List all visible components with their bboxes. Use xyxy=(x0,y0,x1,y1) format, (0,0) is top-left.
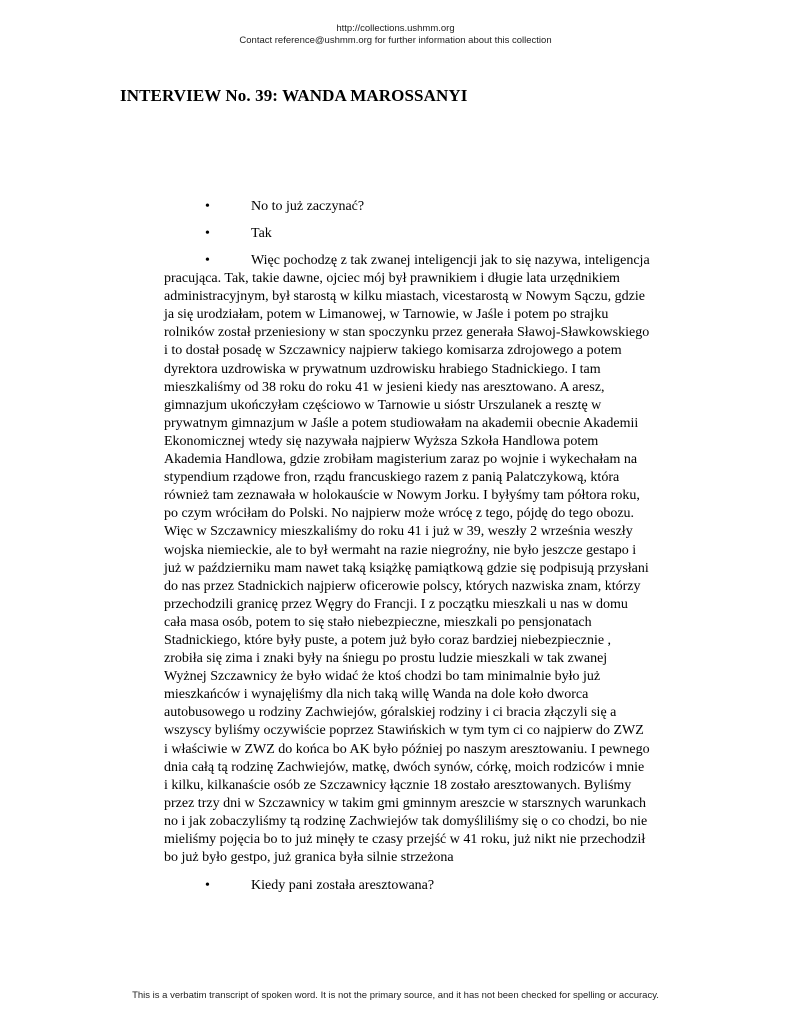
paragraph-line: i to dostał posadę w Szczawnicy najpierw takiego komisarza zdrojowego a potem xyxy=(164,343,622,359)
paragraph-line: ja się urodziałam, potem w Limanowej, w Tarnowie, w Jaśle i potem po strajku xyxy=(164,307,609,323)
paragraph-line: zrobiła się zima i znaki były na śniegu po prostu ludzie mieszkali w tak zwanej xyxy=(164,651,608,667)
paragraph-line xyxy=(164,252,684,270)
paragraph-line: Akademia Handlowa, gdzie zrobiłam magisterium zaraz po wojnie i wykechałam na xyxy=(164,452,638,468)
paragraph-line: dyrektora uzdrowiska w prywatnum uzdrowisku hrabiego Stadnickiego. I tam xyxy=(164,361,601,377)
question-2-text: Kiedy pani została aresztowana? xyxy=(251,878,435,893)
paragraph-line: mieszkaliśmy od 38 roku do roku 41 w jesieni kiedy nas aresztowano. A aresz, xyxy=(164,379,605,395)
paragraph-line: pracująca. Tak, takie dawne, ojciec mój był prawnikiem i długie lata urzędnikiem xyxy=(164,271,620,287)
bullet-icon: • xyxy=(205,253,210,268)
paragraph-line: przechodzili granicę przez Węgry do Francji. I z początku mieszkali u nas w domu xyxy=(164,596,628,612)
paragraph-line: również tam zeznawała w holokauście w Nowym Jorku. I byłyśmy tam półtora roku, xyxy=(164,488,640,504)
paragraph-line: po czym wróciłam do Polski. No najpierw może wrócę z tego, pójdę do tego obozu. xyxy=(164,506,635,522)
paragraph-line: administracyjnym, był starostą w kilku miastach, vicestarostą w Nowym Sączu, gdzie xyxy=(164,289,645,305)
footer-disclaimer: This is a verbatim transcript of spoken word. It is not the primary source, and it has not been checked for spelling or accuracy. xyxy=(132,990,659,1001)
paragraph-line-text: Więc pochodzę z tak zwanej inteligencji jak to się nazywa, inteligencja xyxy=(251,253,650,268)
paragraph-line: i właściwie w ZWZ do końca bo AK było później po naszym aresztowaniu. I pewnego xyxy=(164,741,650,757)
bullet-icon: • xyxy=(205,199,210,214)
question-1-text: No to już zaczynać? xyxy=(251,199,365,214)
paragraph-line: bo już było gestpo, już granica była silnie strzeżona xyxy=(164,850,454,866)
paragraph-line: rolników został przeniesiony w stan spoczynku przez generała Sławoj-Sławkowskiego xyxy=(164,325,650,341)
header-contact: Contact reference@ushmm.org for further information about this collection xyxy=(239,35,552,46)
paragraph-line: cała masa osób, potem to się stało niebezpieczne, mieszkali po pensjonatach xyxy=(164,614,592,630)
paragraph-line: autobusowego u rodziny Zachwiejów, góralskiej rodziny i ci bracia złączyli się a xyxy=(164,705,617,721)
paragraph-line: mieliśmy pojęcia bo to już minęły te czasy przejść w 41 roku, już nikt nie przechodził xyxy=(164,832,646,847)
paragraph-line: do nas przez Stadnickich najpierw oficerowie polscy, których nazwiska znam, którzy xyxy=(164,578,641,594)
paragraph-line: prywatnym gimnazjum w Jaśle a potem studiowałam na akademii obecnie Akademii xyxy=(164,415,639,431)
page-title: INTERVIEW No. 39: WANDA MAROSSANYI xyxy=(120,86,468,105)
paragraph-line: wszyscy byliśmy oczywiście poprzez Stawińskich w tym tym ci co najpierw do ZWZ xyxy=(164,723,644,739)
paragraph-line: stypendium rządowe fron, rządu francuskiego razem z panią Palatczykową, która xyxy=(164,470,620,486)
paragraph-line: gimnazjum ukończyłam częściowo w Tarnowie u sióstr Urszulanek a resztę w xyxy=(164,397,602,413)
paragraph-line: Wyżnej Szczawnicy że było widać że ktoś chodzi bo tam minimalnie było już xyxy=(164,669,601,685)
bullet-icon: • xyxy=(205,878,210,893)
paragraph-line: Stadnickiego, które były puste, a potem już było coraz bardziej niebezpiecznie , xyxy=(164,632,612,648)
bullet-icon: • xyxy=(205,226,210,241)
paragraph-line: i kilku, kilkanaście osób ze Szczawnicy łącznie 18 zostało aresztowanych. Byliśmy xyxy=(164,777,632,793)
paragraph-line: dnia całą tą rodzinę Zachwiejów, matkę, dwóch synów, córkę, moich rodziców i mnie xyxy=(164,759,645,775)
paragraph-line: przez trzy dni w Szczawnicy w takim gmi gminnym areszcie w starsznych warunkach xyxy=(164,795,647,811)
paragraph-line: no i jak zobaczyliśmy tą rodzinę Zachwiejów tak domyśliliśmy się o co chodzi, bo nie xyxy=(164,813,648,829)
answer-2-paragraph xyxy=(164,252,684,867)
paragraph-line: wojska niemieckie, ale to był wermaht na razie niegroźny, nie było jeszcze gestapo i xyxy=(164,542,637,558)
paragraph-line: Więc w Szczawnicy mieszkaliśmy do roku 41 i już w 39, weszły 2 września weszły xyxy=(164,524,633,540)
paragraph-line: Ekonomicznej wtedy się nazywała najpierw Wyższa Szkoła Handlowa potem xyxy=(164,433,599,449)
answer-1-text: Tak xyxy=(251,226,272,241)
paragraph-line: już w październiku mam nawet taką książkę pamiątkową gdzie się podpisują przysłani xyxy=(164,560,649,576)
header-url: http://collections.ushmm.org xyxy=(336,23,455,34)
paragraph-line: mieszkańców i wynajęliśmy dla nich taką willę Wanda na dole koło dworca xyxy=(164,687,589,703)
